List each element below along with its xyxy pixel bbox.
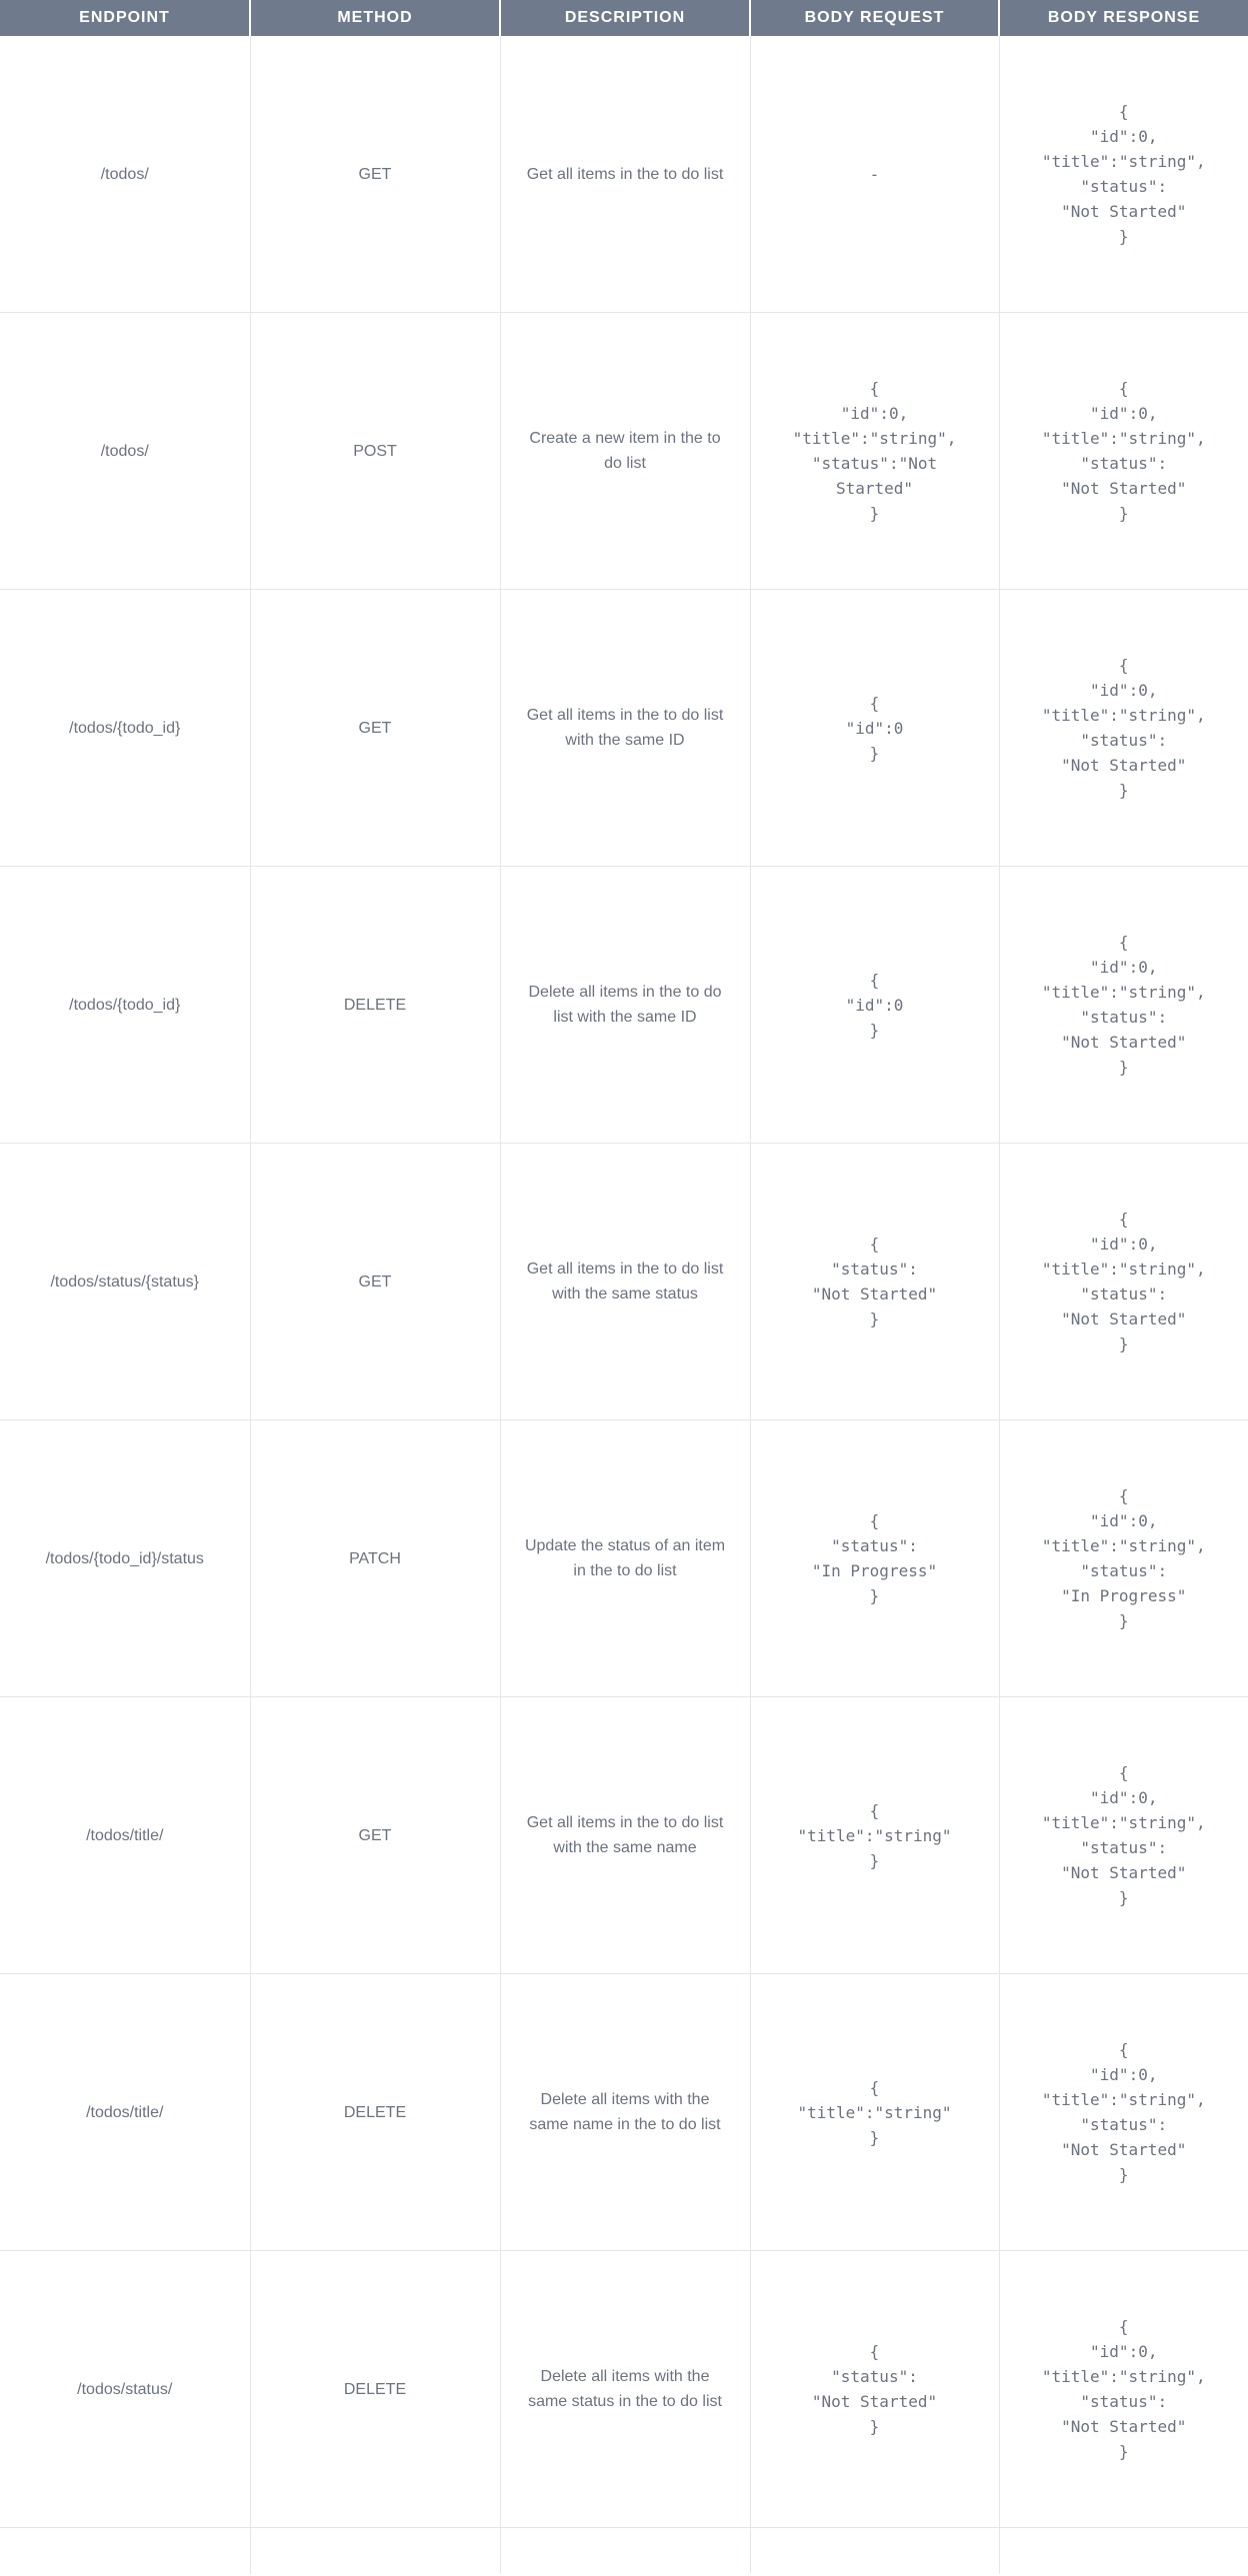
table-row — [0, 1144, 1248, 1420]
body-request-cell: { "title":"string" } — [750, 1974, 999, 2251]
body-request-cell: { "title":"string" } — [750, 1697, 999, 1974]
endpoint-cell: /todos/title/ — [0, 1974, 250, 2251]
endpoint-cell: /todos/status/{status} — [0, 1144, 250, 1420]
empty-cell — [750, 2528, 999, 2575]
body-response-cell: { "id":0, "title":"string", "status": "Not Started" } — [999, 590, 1248, 867]
header-endpoint: ENDPOINT — [0, 0, 250, 36]
body-request-cell: { "status": "In Progress" } — [750, 1420, 999, 1697]
endpoint-cell: /todos/{todo_id} — [0, 590, 250, 867]
empty-cell — [0, 2528, 250, 2575]
body-request-cell: - — [750, 36, 999, 313]
description-cell: Get all items in the to do list with the same name — [500, 1697, 750, 1974]
body-request-cell: { "id":0 } — [750, 590, 999, 867]
body-response-cell: { "id":0, "title":"string", "status": "Not Started" } — [999, 36, 1248, 313]
method-cell: POST — [250, 313, 500, 590]
header-description: DESCRIPTION — [500, 0, 750, 36]
method-cell: DELETE — [250, 867, 500, 1144]
table-row — [0, 36, 1248, 313]
description-cell: Get all items in the to do list — [500, 36, 750, 313]
description-cell: Delete all items with the same name in the to do list — [500, 1974, 750, 2251]
body-response-cell: { "id":0, "title":"string", "status": "Not Started" } — [999, 1697, 1248, 1974]
empty-row — [0, 2528, 1248, 2575]
endpoint-cell: /todos/{todo_id}/status — [0, 1420, 250, 1697]
method-cell: DELETE — [250, 2251, 500, 2528]
empty-cell — [250, 2528, 500, 2575]
table-row — [0, 590, 1248, 867]
body-response-cell: { "id":0, "title":"string", "status": "Not Started" } — [999, 867, 1248, 1144]
table-header — [0, 0, 1248, 36]
method-cell: PATCH — [250, 1420, 500, 1697]
method-cell: GET — [250, 1697, 500, 1974]
description-cell: Get all items in the to do list with the same ID — [500, 590, 750, 867]
endpoint-cell: /todos/ — [0, 36, 250, 313]
method-cell: GET — [250, 36, 500, 313]
body-request-cell: { "id":0 } — [750, 867, 999, 1144]
table-body — [0, 36, 1248, 2574]
method-cell: DELETE — [250, 1974, 500, 2251]
table-row — [0, 1697, 1248, 1974]
header-row — [0, 0, 1248, 36]
description-cell: Delete all items with the same status in the to do list — [500, 2251, 750, 2528]
table-row — [0, 1420, 1248, 1697]
header-method: METHOD — [250, 0, 500, 36]
method-cell: GET — [250, 590, 500, 867]
endpoint-cell: /todos/ — [0, 313, 250, 590]
header-body-response: BODY RESPONSE — [999, 0, 1248, 36]
table-row — [0, 2251, 1248, 2528]
endpoint-cell: /todos/title/ — [0, 1697, 250, 1974]
header-body-request: BODY REQUEST — [750, 0, 999, 36]
table-row — [0, 1974, 1248, 2251]
table-row — [0, 313, 1248, 590]
description-cell: Update the status of an item in the to do list — [500, 1420, 750, 1697]
empty-cell — [500, 2528, 750, 2575]
endpoint-cell: /todos/{todo_id} — [0, 867, 250, 1144]
body-response-cell: { "id":0, "title":"string", "status": "Not Started" } — [999, 1144, 1248, 1420]
endpoint-cell: /todos/status/ — [0, 2251, 250, 2528]
description-cell: Delete all items in the to do list with the same ID — [500, 867, 750, 1144]
table-row — [0, 867, 1248, 1144]
description-cell: Create a new item in the to do list — [500, 313, 750, 590]
body-response-cell: { "id":0, "title":"string", "status": "Not Started" } — [999, 2251, 1248, 2528]
body-request-cell: { "status": "Not Started" } — [750, 1144, 999, 1420]
empty-cell — [999, 2528, 1248, 2575]
method-cell: GET — [250, 1144, 500, 1420]
description-cell: Get all items in the to do list with the same status — [500, 1144, 750, 1420]
body-response-cell: { "id":0, "title":"string", "status": "In Progress" } — [999, 1420, 1248, 1697]
body-request-cell: { "status": "Not Started" } — [750, 2251, 999, 2528]
body-request-cell: { "id":0, "title":"string", "status":"Not Started" } — [750, 313, 999, 590]
body-response-cell: { "id":0, "title":"string", "status": "Not Started" } — [999, 1974, 1248, 2251]
body-response-cell: { "id":0, "title":"string", "status": "Not Started" } — [999, 313, 1248, 590]
